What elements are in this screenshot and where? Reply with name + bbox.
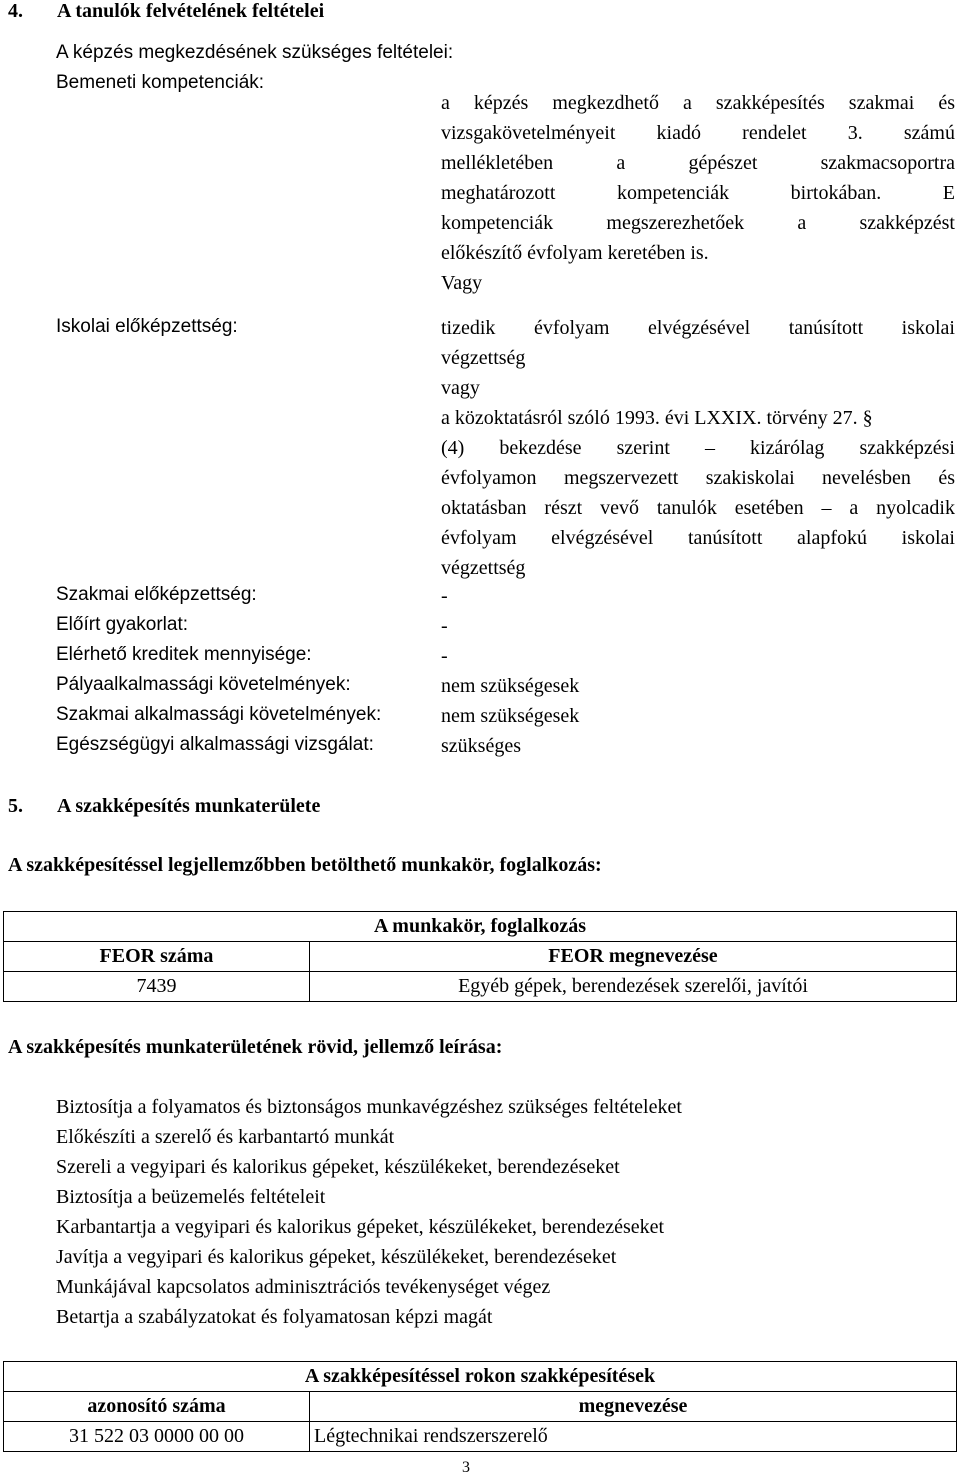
- description-list: [56, 1092, 682, 1332]
- paragraph-line: kompetenciák megszerezhetőek a szakképzést: [441, 212, 955, 234]
- typical-jobs-heading: A szakképesítéssel legjellemzőbben betölthető munkakör, foglalkozás:: [8, 854, 602, 876]
- section-4-number: 4.: [8, 0, 23, 22]
- jobs-table-header: FEOR megnevezése: [310, 942, 957, 972]
- table-row: [4, 1422, 957, 1452]
- section-5-title: A szakképesítés munkaterülete: [57, 795, 321, 817]
- list-item: Javítja a vegyipari és kalorikus gépeket, készülékeket, berendezéseket: [56, 1246, 617, 1268]
- page-number: 3: [462, 1459, 470, 1476]
- requirement-value: nem szükségesek: [441, 675, 580, 697]
- requirement-value: nem szükségesek: [441, 705, 580, 727]
- section-5-number: 5.: [8, 795, 23, 817]
- requirement-label: Elérhető kreditek mennyisége:: [56, 644, 312, 665]
- table-row: [4, 972, 957, 1002]
- paragraph-line: vagy: [441, 377, 480, 399]
- table-cell: 7439: [4, 972, 310, 1002]
- jobs-table: [3, 911, 957, 1002]
- table-cell: Egyéb gépek, berendezések szerelői, javítói: [310, 972, 957, 1002]
- list-item: Betartja a szabályzatokat és folyamatosan képzi magát: [56, 1306, 493, 1328]
- requirement-label: Szakmai előképzettség:: [56, 584, 257, 605]
- section-4-title: A tanulók felvételének feltételei: [57, 0, 325, 22]
- requirement-label: Szakmai alkalmassági követelmények:: [56, 704, 382, 725]
- paragraph-line: végzettség: [441, 347, 526, 369]
- requirement-value: szükséges: [441, 735, 521, 757]
- requirement-label: Előírt gyakorlat:: [56, 614, 188, 635]
- list-item: Biztosítja a beüzemelés feltételeit: [56, 1186, 326, 1208]
- school-prerequisite-label: Iskolai előképzettség:: [56, 316, 238, 337]
- paragraph-line: a képzés megkezdhető a szakképesítés szakmai és: [441, 92, 955, 114]
- list-item: Munkájával kapcsolatos adminisztrációs tevékenységet végez: [56, 1276, 551, 1298]
- list-item: Előkészíti a szerelő és karbantartó munkát: [56, 1126, 395, 1148]
- requirement-label: Egészségügyi alkalmassági vizsgálat:: [56, 734, 374, 755]
- jobs-table-title: A munkakör, foglalkozás: [4, 912, 957, 942]
- requirement-value: -: [441, 585, 448, 607]
- input-competencies-label: Bemeneti kompetenciák:: [56, 72, 265, 93]
- related-table-header: azonosító száma: [4, 1392, 310, 1422]
- requirement-label: Pályaalkalmassági követelmények:: [56, 674, 351, 695]
- jobs-table-header: FEOR száma: [4, 942, 310, 972]
- paragraph-line: előkészítő évfolyam keretében is.: [441, 242, 709, 264]
- related-table-header: megnevezése: [310, 1392, 957, 1422]
- paragraph-line: Vagy: [441, 272, 483, 294]
- paragraph-line: meghatározott kompetenciák birtokában. E: [441, 182, 955, 204]
- related-qualifications-table: [3, 1361, 957, 1452]
- list-item: Biztosítja a folyamatos és biztonságos munkavégzéshez szükséges feltételeket: [56, 1096, 682, 1118]
- paragraph-line: végzettség: [441, 557, 526, 579]
- input-competencies-text: [441, 88, 955, 298]
- requirement-value: -: [441, 645, 448, 667]
- paragraph-line: tizedik évfolyam elvégzésével tanúsított iskolai: [441, 317, 955, 339]
- requirement-value: -: [441, 615, 448, 637]
- table-cell: 31 522 03 0000 00 00: [4, 1422, 310, 1452]
- related-table-title: A szakképesítéssel rokon szakképesítések: [4, 1362, 957, 1392]
- list-item: Karbantartja a vegyipari és kalorikus gépeket, készülékeket, berendezéseket: [56, 1216, 665, 1238]
- description-heading: A szakképesítés munkaterületének rövid, jellemző leírása:: [8, 1036, 503, 1058]
- school-prerequisite-text: [441, 313, 955, 583]
- paragraph-line: (4) bekezdése szerint – kizárólag szakképzési: [441, 437, 955, 459]
- paragraph-line: a közoktatásról szóló 1993. évi LXXIX. törvény 27. §: [441, 407, 873, 429]
- paragraph-line: évfolyamon megszervezett szakiskolai nevelésben és: [441, 467, 955, 489]
- paragraph-line: mellékletében a gépészet szakmacsoportra: [441, 152, 955, 174]
- list-item: Szereli a vegyipari és kalorikus gépeket, készülékeket, berendezéseket: [56, 1156, 620, 1178]
- paragraph-line: vizsgakövetelményeit kiadó rendelet 3. számú: [441, 122, 955, 144]
- paragraph-line: oktatásban részt vevő tanulók esetében – a nyolcadik: [441, 497, 955, 519]
- table-cell: Légtechnikai rendszerszerelő: [310, 1422, 957, 1452]
- paragraph-line: évfolyam elvégzésével tanúsított alapfokú iskolai: [441, 527, 955, 549]
- prerequisites-intro: A képzés megkezdésének szükséges feltételei:: [56, 42, 454, 63]
